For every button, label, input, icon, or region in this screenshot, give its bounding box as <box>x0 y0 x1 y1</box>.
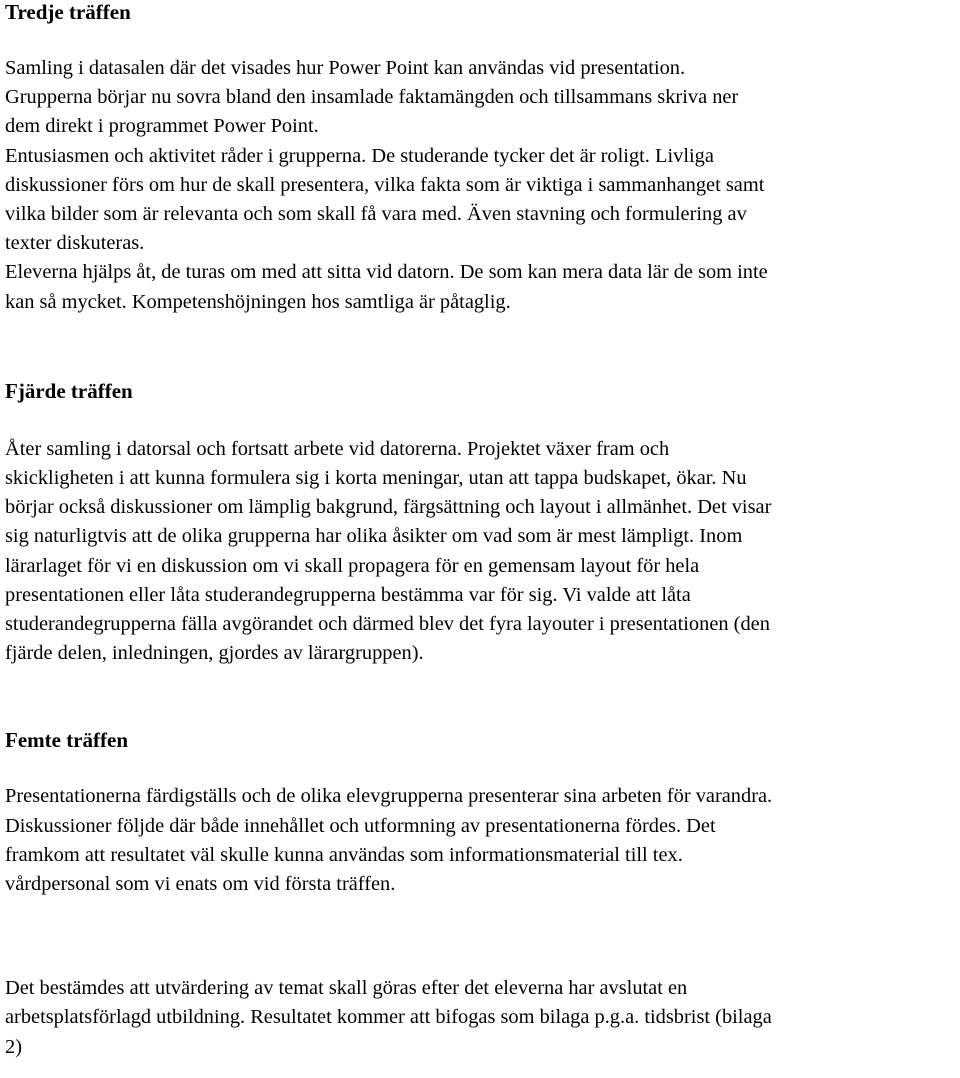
section-body-fjarde-traffen <box>5 435 957 669</box>
text-line: Åter samling i datorsal och fortsatt arbete vid datorerna. Projektet växer fram och <box>5 437 670 460</box>
section-heading-fjarde-traffen: Fjärde träffen <box>5 378 133 403</box>
text-line: lärarlaget för vi en diskussion om vi skall propagera för en gemensam layout för hela <box>5 554 700 577</box>
text-line: Grupperna börjar nu sovra bland den insamlade faktamängden och tillsammans skriva ner <box>5 86 739 109</box>
text-line: texter diskuteras. <box>5 232 145 255</box>
text-line: arbetsplatsförlagd utbildning. Resultatet kommer att bifogas som bilaga p.g.a. tidsbrist (bilaga <box>5 1006 772 1029</box>
text-line: Diskussioner följde där både innehållet och utformning av presentationerna fördes. Det <box>5 814 716 837</box>
text-line: presentationen eller låta studerandegrupperna bestämma var för sig. Vi valde att låta <box>5 583 691 606</box>
text-line: vårdpersonal som vi enats om vid första träffen. <box>5 873 396 896</box>
text-line: börjar också diskussioner om lämplig bakgrund, färgsättning och layout i allmänhet. Det visar <box>5 496 772 519</box>
text-line: skickligheten i att kunna formulera sig i korta meningar, utan att tappa budskapet, ökar. Nu <box>5 467 747 490</box>
text-line: 2) <box>5 1035 22 1058</box>
text-line: fjärde delen, inledningen, gjordes av lärargruppen). <box>5 642 424 665</box>
text-line: vilka bilder som är relevanta och som skall få vara med. Även stavning och formulering av <box>5 203 747 226</box>
closing-paragraph <box>5 974 957 1062</box>
text-line: Samling i datasalen där det visades hur Power Point kan användas vid presentation. <box>5 57 686 79</box>
document-page <box>5 0 957 1062</box>
text-line: Presentationerna färdigställs och de olika elevgrupperna presenterar sina arbeten för varandra. <box>5 785 773 808</box>
text-line: Det bestämdes att utvärdering av temat skall göras efter det eleverna har avslutat en <box>5 977 688 1000</box>
section-heading-tredje-traffen: Tredje träffen <box>5 0 131 24</box>
text-line: kan så mycket. Kompetenshöjningen hos samtliga är påtaglig. <box>5 290 511 313</box>
text-line: framkom att resultatet väl skulle kunna användas som informationsmaterial till tex. <box>5 843 683 866</box>
section-heading-femte-traffen: Femte träffen <box>5 728 129 753</box>
text-line: dem direkt i programmet Power Point. <box>5 115 319 138</box>
text-line: diskussioner förs om hur de skall presentera, vilka fakta som är viktiga i sammanhanget samt <box>5 173 765 196</box>
section-body-femte-traffen <box>5 782 957 899</box>
text-line: Eleverna hjälps åt, de turas om med att sitta vid datorn. De som kan mera data lär de som inte <box>5 261 768 284</box>
section-body-tredje-traffen <box>5 54 957 317</box>
text-line: sig naturligtvis att de olika grupperna har olika åsikter om vad som är mest lämpligt. Inom <box>5 525 743 548</box>
text-line: studerandegrupperna fälla avgörandet och därmed blev det fyra layouter i presentationen (den <box>5 613 770 636</box>
text-line: Entusiasmen och aktivitet råder i grupperna. De studerande tycker det är roligt. Livliga <box>5 144 714 167</box>
